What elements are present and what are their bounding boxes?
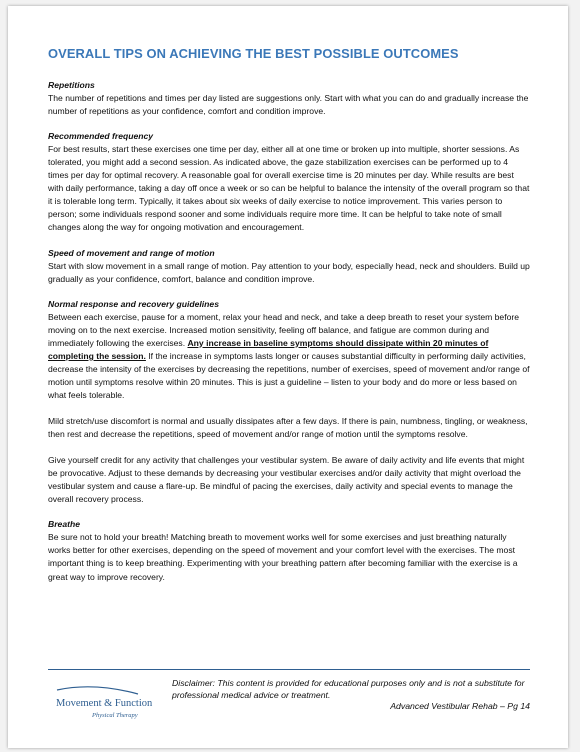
- logo-line2: Physical Therapy: [92, 712, 138, 719]
- company-logo: [54, 684, 164, 724]
- emphasis-text: Any increase in baseline symptoms should dissipate within 20 minutes of completing the session.: [48, 337, 489, 361]
- section-body: For best results, start these exercises one time per day, either all at one time or broken up into multiple, shorter sessions. As tolerated, you might add a second session. As indicated above, the gaze stabilization exercises can be performed up to 4 times per day for optimal recovery. A reasonable goal for overall exercise time is 20 minutes per day. While results are best with daily performance, taking a day off once a week or so can be helpful to balance the intensity of the overall program so that it is tolerable long term. Typically, it takes about six weeks of daily exercise to notice improvement. This varies person to person; some individuals respond sooner and some individuals require more time. It can be helpful to take note of small changes along the way for ongoing motivation and encouragement.: [48, 144, 530, 233]
- section-heading: Recommended frequency: [48, 131, 154, 142]
- document-page: [8, 6, 568, 748]
- disclaimer-text: Disclaimer: This content is provided for educational purposes only and is not a substitute for professional medical advice or treatment.: [172, 678, 525, 700]
- body-text: Between each exercise, pause for a moment, relax your head and neck, and take a deep breath to reset your system before moving on to the next exercise. Increased motion sensitivity, feeling off balance, and fatigue are common during and immediately following the exercises.: [48, 311, 520, 348]
- section-body: [48, 311, 530, 402]
- logo-line1: Movement & Function: [56, 698, 153, 709]
- page-content: [48, 46, 530, 596]
- section-body: Start with slow movement in a small range of motion. Pay attention to your body, especially head, neck and shoulders. Build up gradually as your confidence, comfort, balance and condition improve.: [48, 260, 530, 284]
- section-heading: Normal response and recovery guidelines: [48, 298, 219, 309]
- page-number-label: Advanced Vestibular Rehab – Pg 14: [390, 701, 530, 711]
- section-normal-response: [48, 298, 530, 507]
- section-repetitions: [48, 79, 530, 118]
- page-footer: [48, 669, 530, 739]
- section-speed: [48, 247, 530, 286]
- section-frequency: [48, 130, 530, 234]
- footer-divider: [48, 669, 530, 670]
- section-body: The number of repetitions and times per day listed are suggestions only. Start with what you can do and gradually increase the number of repetitions as your confidence, comfort and condition improve.: [48, 93, 529, 117]
- page-title: OVERALL TIPS ON ACHIEVING THE BEST POSSIBLE OUTCOMES: [48, 46, 459, 61]
- body-text: If the increase in symptoms lasts longer or causes substantial difficulty in performing daily activities, decrease the intensity of the exercises by decreasing the repetitions, number of exercises, speed of movement and/or range of motion until symptoms resolve within 20 minutes. This is just a guideline – listen to your body and do more or less based on what feels tolerable.: [48, 350, 530, 400]
- section-heading: Repetitions: [48, 80, 95, 90]
- section-breathe: [48, 518, 530, 583]
- section-heading: Speed of movement and range of motion: [48, 247, 215, 258]
- section-body: Be sure not to hold your breath! Matching breath to movement works well for some exercises and just breathing naturally works better for other exercises, depending on the speed of movement and your comfort level with the exercises. The most important thing is to keep breathing. Experimenting with your breathing pattern after becoming familiar with the exercise is a great way to improve recovery.: [48, 532, 518, 582]
- section-paragraph: Mild stretch/use discomfort is normal and usually dissipates after a few days. If there is pain, numbness, tingling, or weakness, then rest and decrease the repetitions, speed of movement and/or range of motion until the symptoms resolve.: [48, 416, 528, 440]
- section-paragraph: Give yourself credit for any activity that challenges your vestibular system. Be aware of daily activity and life events that might be provocative. Adjust to these demands by decreasing your vestibular exercises and/or daily activity that might overload the vestibular system and cause a flare-up. Be mindful of pacing the exercises, daily activity and special events to manage the overall recovery process.: [48, 455, 525, 505]
- section-heading: Breathe: [48, 519, 80, 530]
